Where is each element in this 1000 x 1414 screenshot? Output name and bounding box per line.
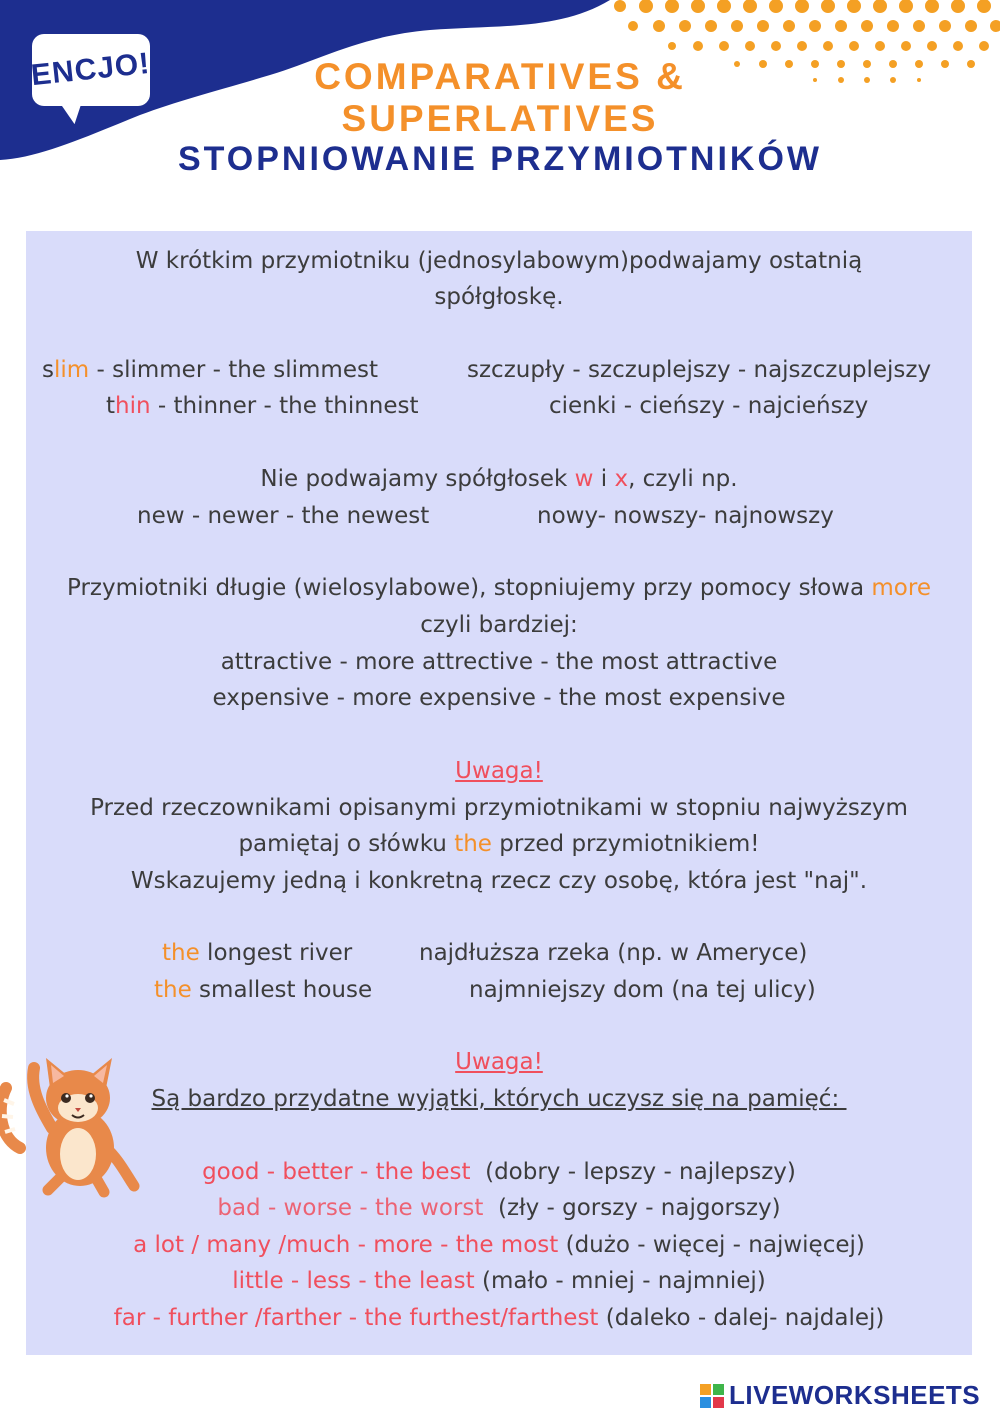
content-panel (26, 231, 972, 1355)
irregular-bad: bad - worse - the worst (zły - gorszy - najgorszy) (217, 1195, 781, 1221)
rule-short-adjective-line2: spółgłoskę. (434, 284, 564, 310)
example-longest-river-pl: najdłuższa rzeka (np. w Ameryce) (419, 940, 808, 966)
example-attractive: attractive - more attrective - the most attractive (220, 649, 778, 675)
brand-name: LIVEWORKSHEETS (729, 1380, 981, 1410)
example-longest-river-en: the longest river (162, 940, 353, 966)
example-slim-en: slim - slimmer - the slimmest (42, 357, 378, 383)
rule-long-adjective: Przymiotniki długie (wielosylabowe), stopniujemy przy pomocy słowa more (67, 575, 931, 601)
rule-no-double-wx: Nie podwajamy spółgłosek w i x, czyli np. (260, 466, 738, 492)
irregular-good: good - better - the best (dobry - lepszy - najlepszy) (202, 1159, 796, 1185)
page-title-line2: SUPERLATIVES (341, 98, 659, 139)
rule-long-adjective-line2: czyli bardziej: (420, 612, 578, 638)
rule-the-line2: pamiętaj o słówku the przed przymiotnikiem! (238, 831, 760, 857)
cat-mascot-icon (0, 1028, 150, 1198)
example-thin-pl: cienki - cieńszy - najcieńszy (549, 393, 869, 419)
irregular-far: far - further /farther - the furthest/farthest (daleko - dalej- najdalej) (113, 1305, 885, 1331)
example-new-en: new - newer - the newest (137, 503, 430, 529)
example-smallest-house-pl: najmniejszy dom (na tej ulicy) (469, 977, 816, 1003)
example-new-pl: nowy- nowszy- najnowszy (537, 503, 834, 529)
page-subtitle: STOPNIOWANIE PRZYMIOTNIKÓW (177, 140, 823, 178)
irregulars-intro: Są bardzo przydatne wyjątki, których uczysz się na pamięć: (151, 1086, 847, 1112)
rule-the-line1: Przed rzeczownikami opisanymi przymiotnikami w stopniu najwyższym (90, 795, 908, 821)
example-thin-en: thin - thinner - the thinnest (106, 393, 419, 419)
example-slim-pl: szczupły - szczuplejszy - najszczuplejszy (467, 357, 932, 383)
example-expensive: expensive - more expensive - the most expensive (212, 685, 786, 711)
liveworksheets-logo-icon (700, 1384, 724, 1408)
warning-heading-1: Uwaga! (455, 758, 543, 784)
logo-text: ENCJO! (29, 46, 153, 93)
irregular-much: a lot / many /much - more - the most (dużo - więcej - najwięcej) (133, 1232, 865, 1258)
page-title-line1: COMPARATIVES & (314, 56, 686, 97)
warning-heading-2: Uwaga! (455, 1049, 543, 1075)
rule-the-line3: Wskazujemy jedną i konkretną rzecz czy osobę, która jest "naj". (130, 868, 868, 894)
example-smallest-house-en: the smallest house (154, 977, 373, 1003)
irregular-little: little - less - the least (mało - mniej - najmniej) (232, 1268, 766, 1294)
liveworksheets-brand (700, 1380, 980, 1411)
rule-short-adjective-line1: W krótkim przymiotniku (jednosylabowym)podwajamy ostatnią (135, 248, 863, 274)
